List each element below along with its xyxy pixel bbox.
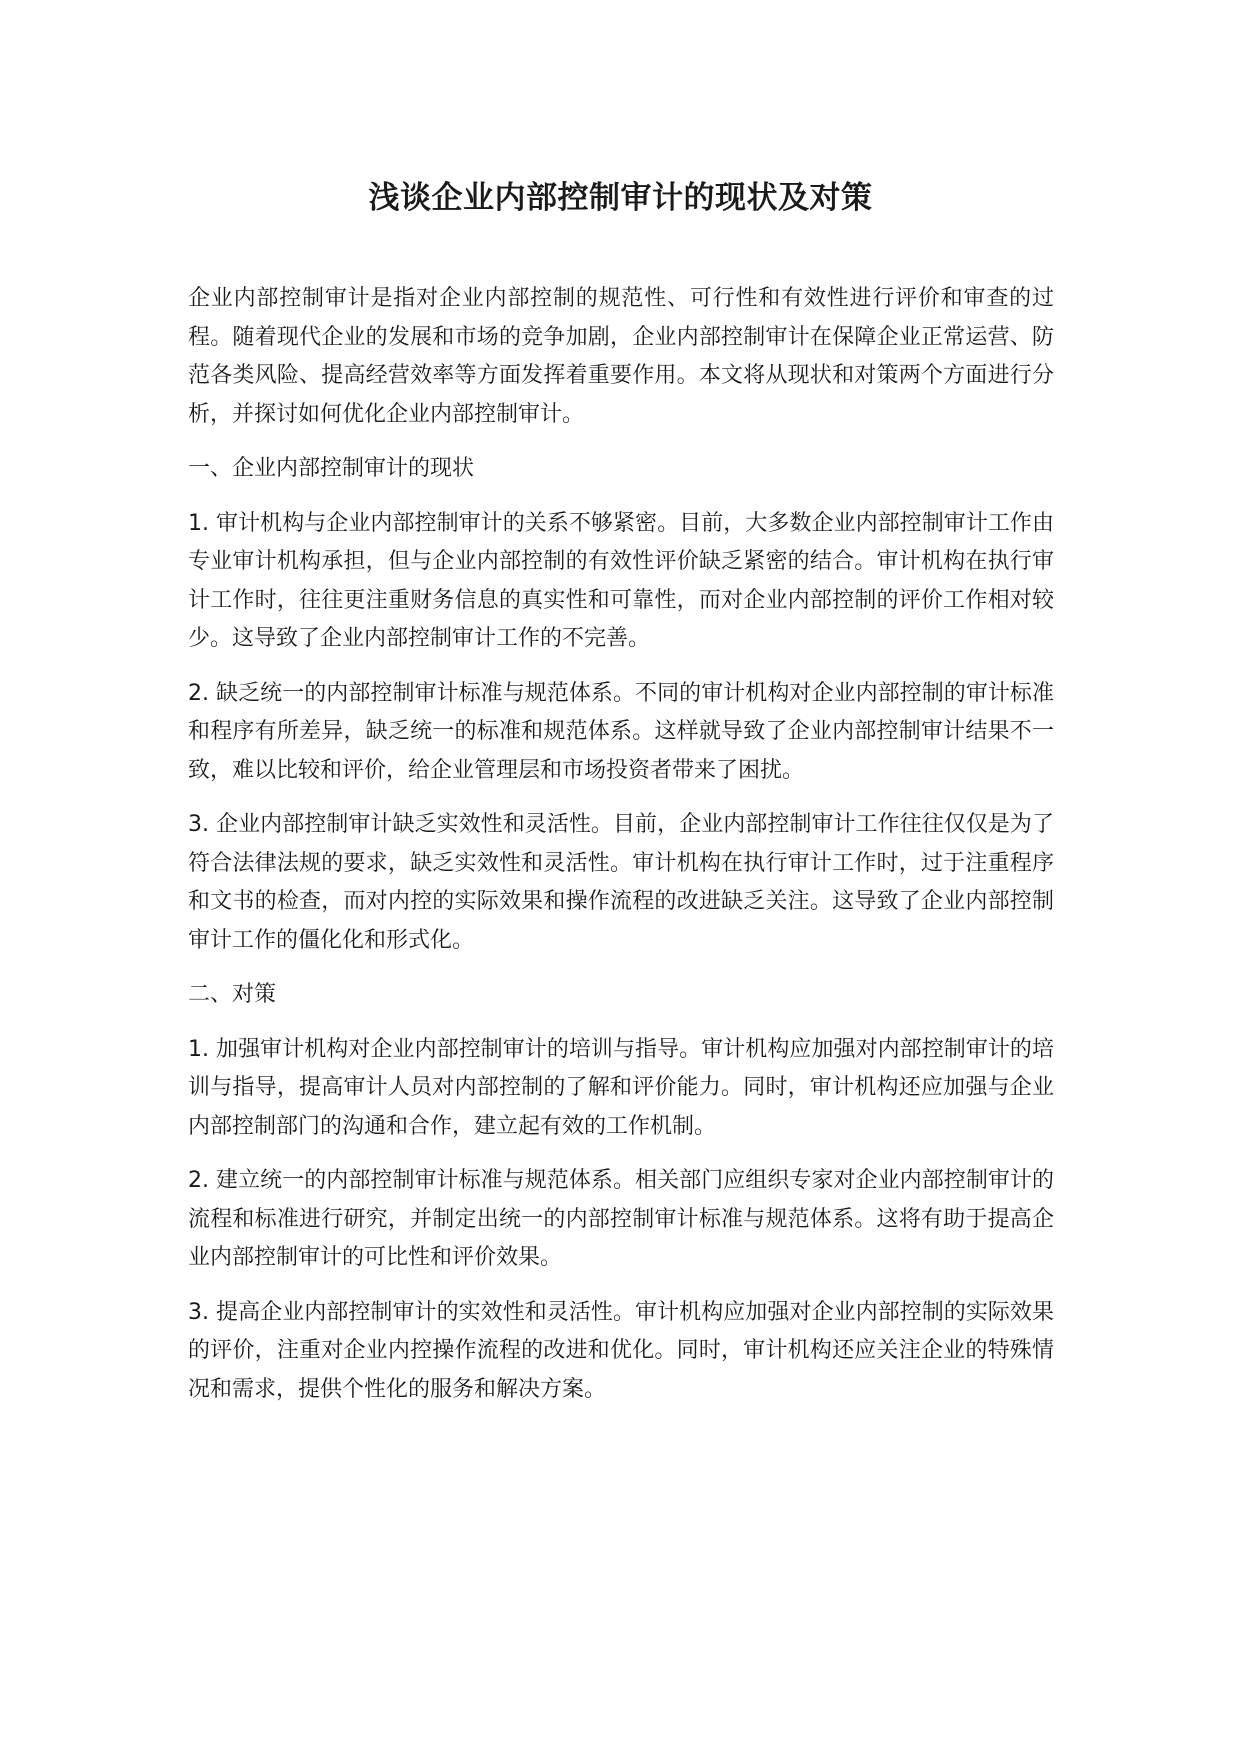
section-heading-status: 一、企业内部控制审计的现状 bbox=[188, 456, 475, 481]
countermeasure-paragraph-3: 3. 提高企业内部控制审计的实效性和灵活性。审计机构应加强对企业内部控制的实际效果的评价，注重对企业内控操作流程的改进和优化。同时，审计机构还应关注企业的特殊情况和需求，提供个性化的服务和解决方案。 bbox=[188, 1299, 1054, 1402]
document-title: 浅谈企业内部控制审计的现状及对策 bbox=[368, 180, 873, 216]
status-paragraph-2: 2. 缺乏统一的内部控制审计标准与规范体系。不同的审计机构对企业内部控制的审计标准和程序有所差异，缺乏统一的标准和规范体系。这样就导致了企业内部控制审计结果不一致，难以比较和评价，给企业管理层和市场投资者带来了困扰。 bbox=[188, 680, 1054, 783]
intro-paragraph: 企业内部控制审计是指对企业内部控制的规范性、可行性和有效性进行评价和审查的过程。随着现代企业的发展和市场的竞争加剧，企业内部控制审计在保障企业正常运营、防范各类风险、提高经营效率等方面发挥着重要作用。本文将从现状和对策两个方面进行分析，并探讨如何优化企业内部控制审计。 bbox=[188, 286, 1054, 427]
status-paragraph-3: 3. 企业内部控制审计缺乏实效性和灵活性。目前，企业内部控制审计工作往往仅仅是为了符合法律法规的要求，缺乏实效性和灵活性。审计机构在执行审计工作时，过于注重程序和文书的检查，而对内控的实际效果和操作流程的改进缺乏关注。这导致了企业内部控制审计工作的僵化化和形式化。 bbox=[188, 812, 1054, 953]
status-paragraph-1: 1. 审计机构与企业内部控制审计的关系不够紧密。目前，大多数企业内部控制审计工作由专业审计机构承担，但与企业内部控制的有效性评价缺乏紧密的结合。审计机构在执行审计工作时，往往更注重财务信息的真实性和可靠性，而对企业内部控制的评价工作相对较少。这导致了企业内部控制审计工作的不完善。 bbox=[188, 510, 1054, 651]
document-body bbox=[188, 280, 1054, 1409]
countermeasure-paragraph-2: 2. 建立统一的内部控制审计标准与规范体系。相关部门应组织专家对企业内部控制审计的流程和标准进行研究，并制定出统一的内部控制审计标准与规范体系。这将有助于提高企业内部控制审计的可比性和评价效果。 bbox=[188, 1168, 1054, 1270]
countermeasure-paragraph-1: 1. 加强审计机构对企业内部控制审计的培训与指导。审计机构应加强对内部控制审计的培训与指导，提高审计人员对内部控制的了解和评价能力。同时，审计机构还应加强与企业内部控制部门的沟通和合作，建立起有效的工作机制。 bbox=[188, 1036, 1054, 1139]
section-heading-countermeasures: 二、对策 bbox=[188, 982, 277, 1007]
